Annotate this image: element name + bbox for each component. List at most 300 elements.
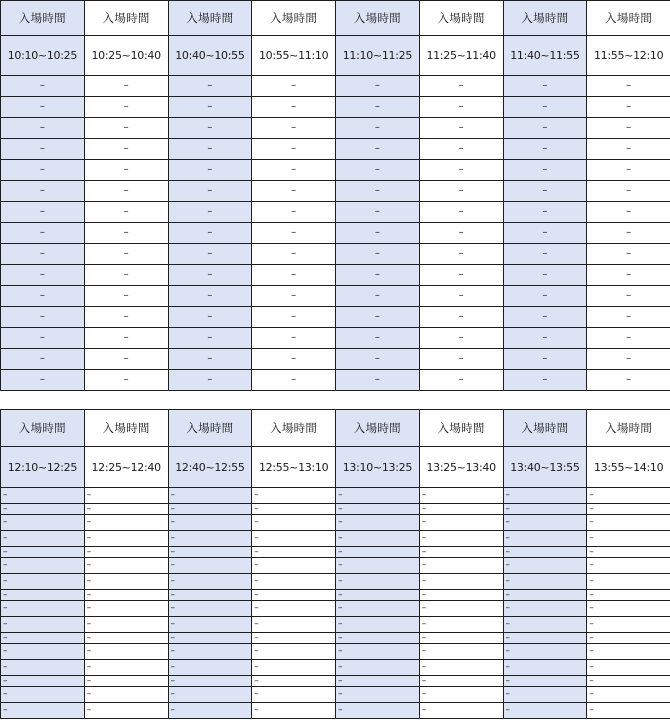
dash-cell[interactable]: – (336, 370, 420, 391)
dash-cell[interactable]: – (419, 286, 503, 307)
dash-cell[interactable]: – (587, 676, 670, 687)
dash-cell[interactable]: – (1, 515, 85, 531)
dash-cell[interactable]: – (587, 370, 670, 391)
header-cell[interactable]: 入場時間 (336, 410, 420, 447)
dash-cell[interactable]: – (84, 181, 168, 202)
dash-cell[interactable]: – (336, 244, 420, 265)
dash-cell[interactable]: – (252, 547, 336, 558)
dash-cell[interactable]: – (587, 633, 670, 644)
dash-cell[interactable]: – (503, 488, 587, 504)
dash-cell[interactable]: – (419, 307, 503, 328)
dash-cell[interactable]: – (419, 601, 503, 617)
dash-cell[interactable]: – (419, 558, 503, 574)
dash-cell[interactable]: – (336, 286, 420, 307)
dash-cell[interactable]: – (336, 307, 420, 328)
dash-cell[interactable]: – (587, 244, 670, 265)
table-row (1, 181, 670, 202)
dash-cell[interactable]: – (252, 286, 336, 307)
dash-cell[interactable]: – (587, 286, 670, 307)
dash-cell[interactable]: – (252, 687, 336, 703)
dash-cell[interactable]: – (587, 202, 670, 223)
dash-cell[interactable]: – (503, 181, 587, 202)
dash-cell[interactable]: – (336, 601, 420, 617)
dash-cell[interactable]: – (336, 515, 420, 531)
dash-cell[interactable]: – (419, 223, 503, 244)
dash-cell[interactable]: – (252, 139, 336, 160)
dash-cell[interactable]: – (503, 139, 587, 160)
dash-cell[interactable]: – (503, 328, 587, 349)
header-cell[interactable]: 入場時間 (252, 410, 336, 447)
dash-cell[interactable]: – (587, 265, 670, 286)
dash-cell[interactable]: – (587, 547, 670, 558)
time-slot-cell[interactable]: 12:25~12:40 (84, 447, 168, 488)
dash-cell[interactable]: – (84, 687, 168, 703)
schedule-table-afternoon (0, 409, 670, 719)
header-cell[interactable]: 入場時間 (168, 1, 252, 36)
dash-cell[interactable]: – (84, 488, 168, 504)
dash-cell[interactable]: – (252, 307, 336, 328)
dash-cell[interactable]: – (252, 223, 336, 244)
dash-cell[interactable]: – (252, 601, 336, 617)
dash-cell[interactable]: – (168, 617, 252, 633)
header-row (1, 410, 670, 447)
dash-cell[interactable]: – (84, 97, 168, 118)
dash-cell[interactable]: – (252, 633, 336, 644)
header-cell[interactable]: 入場時間 (1, 1, 85, 36)
dash-cell[interactable]: – (419, 660, 503, 676)
dash-cell[interactable]: – (419, 97, 503, 118)
time-slot-row (1, 36, 670, 76)
dash-cell[interactable]: – (1, 644, 85, 660)
dash-cell[interactable]: – (419, 547, 503, 558)
dash-cell[interactable]: – (1, 488, 85, 504)
dash-cell[interactable]: – (587, 223, 670, 244)
dash-cell[interactable]: – (587, 515, 670, 531)
header-cell[interactable]: 入場時間 (336, 1, 420, 36)
dash-cell[interactable]: – (336, 531, 420, 547)
dash-cell[interactable]: – (1, 531, 85, 547)
dash-cell[interactable]: – (1, 265, 85, 286)
time-slot-cell[interactable]: 13:25~13:40 (419, 447, 503, 488)
dash-cell[interactable]: – (503, 644, 587, 660)
dash-cell[interactable]: – (168, 504, 252, 515)
dash-cell[interactable]: – (419, 181, 503, 202)
dash-cell[interactable]: – (1, 118, 85, 139)
dash-cell[interactable]: – (252, 202, 336, 223)
dash-cell[interactable]: – (336, 644, 420, 660)
dash-cell[interactable]: – (419, 590, 503, 601)
dash-cell[interactable]: – (587, 97, 670, 118)
dash-cell[interactable]: – (168, 660, 252, 676)
dash-cell[interactable]: – (419, 703, 503, 719)
table-row (1, 265, 670, 286)
table-row (1, 617, 670, 633)
dash-cell[interactable]: – (84, 139, 168, 160)
dash-cell[interactable]: – (503, 370, 587, 391)
dash-cell[interactable]: – (503, 660, 587, 676)
dash-cell[interactable]: – (1, 558, 85, 574)
dash-cell[interactable]: – (252, 76, 336, 97)
dash-cell[interactable]: – (84, 286, 168, 307)
time-slot-cell[interactable]: 10:10~10:25 (1, 36, 85, 76)
dash-cell[interactable]: – (503, 515, 587, 531)
dash-cell[interactable]: – (503, 160, 587, 181)
time-slot-cell[interactable]: 12:40~12:55 (168, 447, 252, 488)
dash-cell[interactable]: – (503, 349, 587, 370)
dash-cell[interactable]: – (168, 223, 252, 244)
dash-cell[interactable]: – (84, 531, 168, 547)
dash-cell[interactable]: – (252, 118, 336, 139)
dash-cell[interactable]: – (336, 265, 420, 286)
time-slot-cell[interactable]: 10:55~11:10 (252, 36, 336, 76)
dash-cell[interactable]: – (587, 118, 670, 139)
dash-cell[interactable]: – (1, 547, 85, 558)
dash-cell[interactable]: – (1, 590, 85, 601)
dash-cell[interactable]: – (503, 265, 587, 286)
dash-cell[interactable]: – (1, 633, 85, 644)
dash-cell[interactable]: – (587, 307, 670, 328)
dash-cell[interactable]: – (1, 181, 85, 202)
dash-cell[interactable]: – (84, 633, 168, 644)
dash-cell[interactable]: – (168, 633, 252, 644)
table-row (1, 202, 670, 223)
dash-cell[interactable]: – (587, 328, 670, 349)
time-slot-cell[interactable]: 10:40~10:55 (168, 36, 252, 76)
table-row (1, 118, 670, 139)
dash-cell[interactable]: – (419, 328, 503, 349)
dash-cell[interactable]: – (252, 617, 336, 633)
header-cell[interactable]: 入場時間 (503, 1, 587, 36)
dash-cell[interactable]: – (1, 76, 85, 97)
time-slot-cell[interactable]: 13:10~13:25 (336, 447, 420, 488)
table-row (1, 558, 670, 574)
dash-cell[interactable]: – (336, 97, 420, 118)
dash-cell[interactable]: – (503, 676, 587, 687)
dash-cell[interactable]: – (587, 617, 670, 633)
time-slot-cell[interactable]: 13:40~13:55 (503, 447, 587, 488)
dash-cell[interactable]: – (84, 349, 168, 370)
dash-cell[interactable]: – (252, 97, 336, 118)
dash-cell[interactable]: – (252, 160, 336, 181)
dash-cell[interactable]: – (336, 617, 420, 633)
time-slot-cell[interactable]: 11:55~12:10 (587, 36, 670, 76)
dash-cell[interactable]: – (252, 703, 336, 719)
dash-cell[interactable]: – (587, 181, 670, 202)
dash-cell[interactable]: – (503, 118, 587, 139)
dash-cell[interactable]: – (419, 118, 503, 139)
dash-cell[interactable]: – (503, 633, 587, 644)
dash-cell[interactable]: – (84, 617, 168, 633)
table-row (1, 370, 670, 391)
dash-cell[interactable]: – (252, 515, 336, 531)
dash-cell[interactable]: – (84, 202, 168, 223)
dash-cell[interactable]: – (1, 617, 85, 633)
header-row (1, 1, 670, 36)
dash-cell[interactable]: – (84, 703, 168, 719)
dash-cell[interactable]: – (419, 676, 503, 687)
dash-cell[interactable]: – (587, 488, 670, 504)
dash-cell[interactable]: – (84, 370, 168, 391)
dash-cell[interactable]: – (1, 202, 85, 223)
time-slot-cell[interactable]: 10:25~10:40 (84, 36, 168, 76)
dash-cell[interactable]: – (252, 504, 336, 515)
dash-cell[interactable]: – (503, 286, 587, 307)
dash-cell[interactable]: – (587, 160, 670, 181)
dash-cell[interactable]: – (419, 370, 503, 391)
dash-cell[interactable]: – (336, 328, 420, 349)
table-row (1, 633, 670, 644)
dash-cell[interactable]: – (503, 202, 587, 223)
table-row (1, 687, 670, 703)
table-row (1, 139, 670, 160)
header-cell[interactable]: 入場時間 (503, 410, 587, 447)
dash-cell[interactable]: – (168, 703, 252, 719)
table-row (1, 160, 670, 181)
dash-cell[interactable]: – (252, 349, 336, 370)
dash-cell[interactable]: – (84, 660, 168, 676)
dash-cell[interactable]: – (419, 633, 503, 644)
dash-cell[interactable]: – (587, 558, 670, 574)
dash-cell[interactable]: – (1, 160, 85, 181)
dash-cell[interactable]: – (419, 515, 503, 531)
header-cell[interactable]: 入場時間 (84, 1, 168, 36)
dash-cell[interactable]: – (336, 687, 420, 703)
table-row (1, 644, 670, 660)
dash-cell[interactable]: – (587, 660, 670, 676)
dash-cell[interactable]: – (1, 504, 85, 515)
dash-cell[interactable]: – (336, 223, 420, 244)
dash-cell[interactable]: – (419, 644, 503, 660)
dash-cell[interactable]: – (168, 558, 252, 574)
dash-cell[interactable]: – (587, 687, 670, 703)
dash-cell[interactable]: – (168, 676, 252, 687)
dash-cell[interactable]: – (168, 307, 252, 328)
dash-cell[interactable]: – (419, 687, 503, 703)
dash-cell[interactable]: – (1, 349, 85, 370)
dash-cell[interactable]: – (252, 181, 336, 202)
dash-cell[interactable]: – (336, 676, 420, 687)
time-slot-cell[interactable]: 11:40~11:55 (503, 36, 587, 76)
dash-cell[interactable]: – (1, 370, 85, 391)
dash-cell[interactable]: – (587, 139, 670, 160)
header-cell[interactable]: 入場時間 (252, 1, 336, 36)
dash-cell[interactable]: – (587, 504, 670, 515)
dash-cell[interactable]: – (168, 328, 252, 349)
dash-cell[interactable]: – (419, 76, 503, 97)
dash-cell[interactable]: – (168, 488, 252, 504)
dash-cell[interactable]: – (336, 703, 420, 719)
dash-cell[interactable]: – (168, 160, 252, 181)
dash-cell[interactable]: – (168, 574, 252, 590)
dash-cell[interactable]: – (419, 139, 503, 160)
time-slot-cell[interactable]: 11:10~11:25 (336, 36, 420, 76)
dash-cell[interactable]: – (84, 76, 168, 97)
dash-cell[interactable]: – (168, 202, 252, 223)
dash-cell[interactable]: – (84, 307, 168, 328)
dash-cell[interactable]: – (168, 601, 252, 617)
header-cell[interactable]: 入場時間 (587, 410, 670, 447)
dash-cell[interactable]: – (336, 504, 420, 515)
dash-cell[interactable]: – (84, 590, 168, 601)
dash-cell[interactable]: – (419, 349, 503, 370)
time-slot-cell[interactable]: 13:55~14:10 (587, 447, 670, 488)
dash-cell[interactable]: – (336, 633, 420, 644)
dash-cell[interactable]: – (503, 574, 587, 590)
dash-cell[interactable]: – (84, 328, 168, 349)
dash-cell[interactable]: – (587, 349, 670, 370)
dash-cell[interactable]: – (336, 181, 420, 202)
dash-cell[interactable]: – (1, 676, 85, 687)
dash-cell[interactable]: – (503, 547, 587, 558)
dash-cell[interactable]: – (503, 558, 587, 574)
dash-cell[interactable]: – (587, 531, 670, 547)
dash-cell[interactable]: – (84, 601, 168, 617)
dash-cell[interactable]: – (419, 504, 503, 515)
dash-cell[interactable]: – (336, 349, 420, 370)
dash-cell[interactable]: – (252, 574, 336, 590)
dash-cell[interactable]: – (1, 687, 85, 703)
dash-cell[interactable]: – (168, 139, 252, 160)
dash-cell[interactable]: – (503, 223, 587, 244)
dash-cell[interactable]: – (84, 558, 168, 574)
dash-cell[interactable]: – (252, 531, 336, 547)
dash-cell[interactable]: – (587, 590, 670, 601)
dash-cell[interactable]: – (168, 547, 252, 558)
dash-cell[interactable]: – (252, 558, 336, 574)
dash-cell[interactable]: – (503, 617, 587, 633)
dash-cell[interactable]: – (336, 558, 420, 574)
dash-cell[interactable]: – (1, 307, 85, 328)
dash-cell[interactable]: – (419, 202, 503, 223)
dash-cell[interactable]: – (252, 328, 336, 349)
header-cell[interactable]: 入場時間 (168, 410, 252, 447)
dash-cell[interactable]: – (587, 574, 670, 590)
dash-cell[interactable]: – (503, 590, 587, 601)
dash-cell[interactable]: – (84, 244, 168, 265)
dash-cell[interactable]: – (1, 97, 85, 118)
dash-cell[interactable]: – (1, 328, 85, 349)
dash-cell[interactable]: – (1, 286, 85, 307)
dash-cell[interactable]: – (252, 644, 336, 660)
table-row (1, 307, 670, 328)
dash-cell[interactable]: – (168, 97, 252, 118)
dash-cell[interactable]: – (84, 574, 168, 590)
dash-cell[interactable]: – (336, 590, 420, 601)
dash-cell[interactable]: – (336, 202, 420, 223)
dash-cell[interactable]: – (252, 244, 336, 265)
dash-cell[interactable]: – (168, 244, 252, 265)
dash-cell[interactable]: – (587, 644, 670, 660)
header-cell[interactable]: 入場時間 (587, 1, 670, 36)
dash-cell[interactable]: – (419, 488, 503, 504)
dash-cell[interactable]: – (503, 601, 587, 617)
dash-cell[interactable]: – (168, 531, 252, 547)
dash-cell[interactable]: – (252, 265, 336, 286)
dash-cell[interactable]: – (84, 160, 168, 181)
dash-cell[interactable]: – (336, 660, 420, 676)
dash-cell[interactable]: – (419, 574, 503, 590)
dash-cell[interactable]: – (1, 223, 85, 244)
dash-cell[interactable]: – (168, 76, 252, 97)
dash-cell[interactable]: – (168, 286, 252, 307)
dash-cell[interactable]: – (84, 676, 168, 687)
dash-cell[interactable]: – (84, 644, 168, 660)
header-cell[interactable]: 入場時間 (419, 410, 503, 447)
dash-cell[interactable]: – (503, 687, 587, 703)
dash-cell[interactable]: – (168, 644, 252, 660)
dash-cell[interactable]: – (252, 370, 336, 391)
dash-cell[interactable]: – (587, 76, 670, 97)
dash-cell[interactable]: – (84, 547, 168, 558)
dash-cell[interactable]: – (336, 574, 420, 590)
dash-cell[interactable]: – (168, 265, 252, 286)
dash-cell[interactable]: – (336, 139, 420, 160)
table-row (1, 488, 670, 504)
header-cell[interactable]: 入場時間 (84, 410, 168, 447)
dash-cell[interactable]: – (168, 515, 252, 531)
dash-cell[interactable]: – (503, 531, 587, 547)
dash-cell[interactable]: – (252, 660, 336, 676)
dash-cell[interactable]: – (1, 574, 85, 590)
dash-cell[interactable]: – (419, 531, 503, 547)
dash-cell[interactable]: – (1, 601, 85, 617)
time-slot-cell[interactable]: 12:10~12:25 (1, 447, 85, 488)
dash-cell[interactable]: – (336, 547, 420, 558)
time-slot-cell[interactable]: 12:55~13:10 (252, 447, 336, 488)
header-cell[interactable]: 入場時間 (1, 410, 85, 447)
dash-cell[interactable]: – (84, 515, 168, 531)
dash-cell[interactable]: – (84, 118, 168, 139)
time-slot-cell[interactable]: 11:25~11:40 (419, 36, 503, 76)
table-row (1, 244, 670, 265)
table-row (1, 97, 670, 118)
dash-cell[interactable]: – (168, 370, 252, 391)
dash-cell[interactable]: – (84, 504, 168, 515)
dash-cell[interactable]: – (1, 660, 85, 676)
dash-cell[interactable]: – (336, 160, 420, 181)
header-cell[interactable]: 入場時間 (419, 1, 503, 36)
dash-cell[interactable]: – (84, 223, 168, 244)
dash-cell[interactable]: – (1, 244, 85, 265)
dash-cell[interactable]: – (503, 703, 587, 719)
dash-cell[interactable]: – (252, 488, 336, 504)
dash-cell[interactable]: – (252, 590, 336, 601)
dash-cell[interactable]: – (503, 76, 587, 97)
dash-cell[interactable]: – (168, 118, 252, 139)
dash-cell[interactable]: – (419, 160, 503, 181)
dash-cell[interactable]: – (503, 307, 587, 328)
dash-cell[interactable]: – (503, 504, 587, 515)
dash-cell[interactable]: – (336, 118, 420, 139)
dash-cell[interactable]: – (168, 181, 252, 202)
dash-cell[interactable]: – (84, 265, 168, 286)
dash-cell[interactable]: – (168, 687, 252, 703)
dash-cell[interactable]: – (587, 601, 670, 617)
dash-cell[interactable]: – (1, 703, 85, 719)
dash-cell[interactable]: – (419, 244, 503, 265)
dash-cell[interactable]: – (336, 76, 420, 97)
dash-cell[interactable]: – (419, 617, 503, 633)
dash-cell[interactable]: – (587, 703, 670, 719)
dash-cell[interactable]: – (252, 676, 336, 687)
dash-cell[interactable]: – (503, 97, 587, 118)
dash-cell[interactable]: – (168, 349, 252, 370)
dash-cell[interactable]: – (503, 244, 587, 265)
dash-cell[interactable]: – (168, 590, 252, 601)
dash-cell[interactable]: – (1, 139, 85, 160)
dash-cell[interactable]: – (336, 488, 420, 504)
dash-cell[interactable]: – (419, 265, 503, 286)
